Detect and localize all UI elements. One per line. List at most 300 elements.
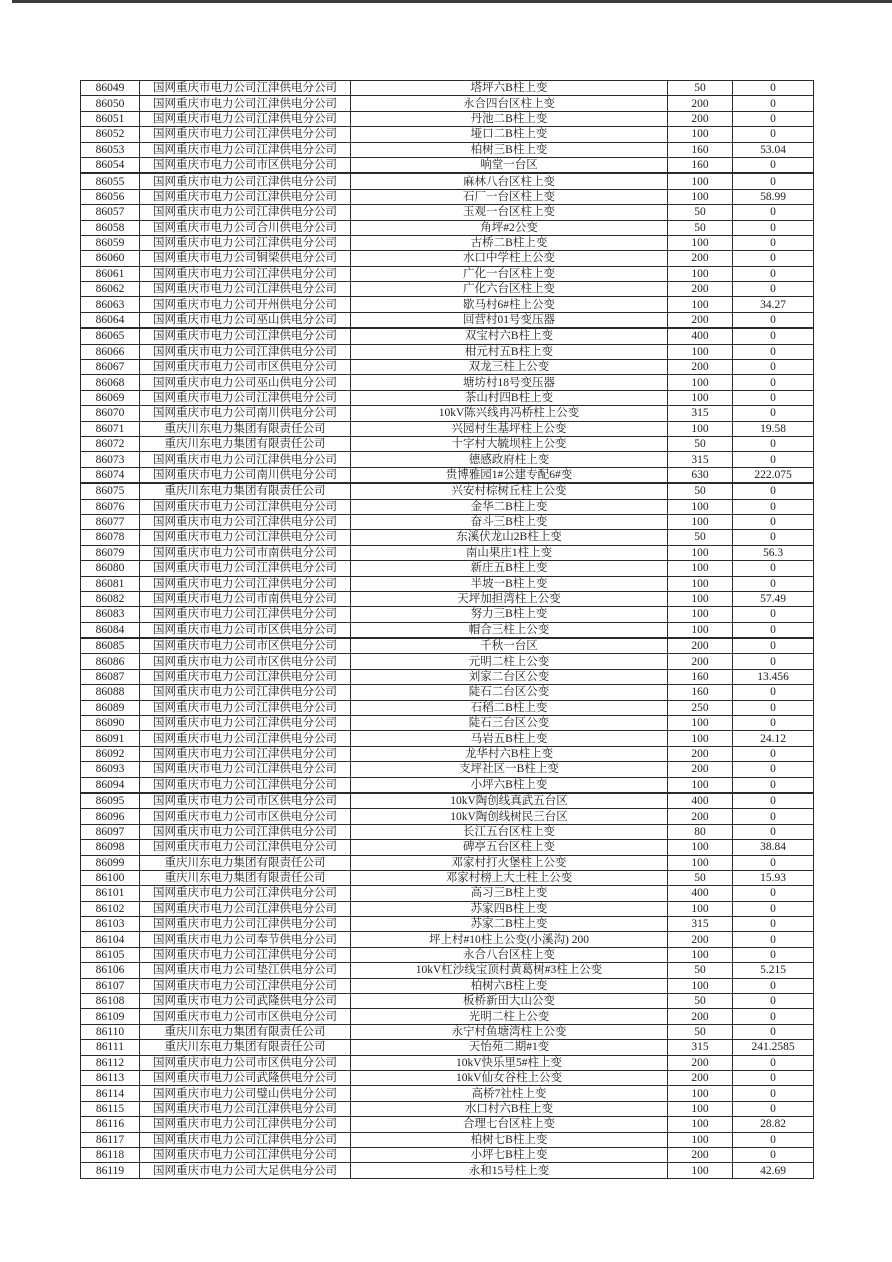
table-row: [81, 654, 814, 669]
capacity-cell: 200: [668, 251, 733, 266]
station-name-cell: 丹池二B柱上变: [351, 111, 668, 126]
station-name-cell: 马岩五B柱上变: [351, 731, 668, 746]
row-id-cell: 86091: [81, 731, 140, 746]
table-row: [81, 360, 814, 375]
row-id-cell: 86117: [81, 1132, 140, 1147]
company-cell: 国网重庆市电力公司市南供电分公司: [140, 591, 351, 606]
company-cell: 国网重庆市电力公司江津供电分公司: [140, 576, 351, 591]
row-id-cell: 86108: [81, 994, 140, 1009]
table-row: [81, 1147, 814, 1162]
capacity-cell: 100: [668, 1086, 733, 1101]
row-id-cell: 86113: [81, 1071, 140, 1086]
capacity-cell: 100: [668, 344, 733, 359]
row-id-cell: 86118: [81, 1147, 140, 1162]
company-cell: 国网重庆市电力公司江津供电分公司: [140, 716, 351, 731]
capacity-cell: 315: [668, 917, 733, 932]
capacity-cell: 315: [668, 406, 733, 421]
table-row: [81, 111, 814, 126]
value-cell: 0: [733, 654, 814, 669]
station-name-cell: 永合八台区柱上变: [351, 947, 668, 962]
station-name-cell: 元明二柱上公变: [351, 654, 668, 669]
capacity-cell: 200: [668, 746, 733, 761]
company-cell: 国网重庆市电力公司江津供电分公司: [140, 514, 351, 529]
row-id-cell: 86094: [81, 777, 140, 793]
station-name-cell: 小坪六B柱上变: [351, 777, 668, 793]
station-name-cell: 十字村大毓坝柱上公变: [351, 436, 668, 451]
table-row: [81, 870, 814, 885]
table-row: [81, 173, 814, 189]
station-name-cell: 德感政府柱上变: [351, 452, 668, 467]
row-id-cell: 86092: [81, 746, 140, 761]
company-cell: 国网重庆市电力公司江津供电分公司: [140, 499, 351, 514]
station-name-cell: 金华二B柱上变: [351, 499, 668, 514]
company-cell: 重庆川东电力集团有限责任公司: [140, 1024, 351, 1039]
value-cell: 241.2585: [733, 1040, 814, 1055]
table-row: [81, 467, 814, 483]
value-cell: 0: [733, 793, 814, 809]
value-cell: 0: [733, 483, 814, 499]
table-row: [81, 375, 814, 390]
company-cell: 国网重庆市电力公司江津供电分公司: [140, 824, 351, 839]
station-name-cell: 水口中学柱上公变: [351, 251, 668, 266]
station-name-cell: 光明二柱上公变: [351, 1009, 668, 1024]
station-name-cell: 苏家二B柱上变: [351, 917, 668, 932]
value-cell: 0: [733, 390, 814, 405]
table-row: [81, 220, 814, 235]
capacity-cell: 100: [668, 591, 733, 606]
company-cell: 国网重庆市电力公司市区供电分公司: [140, 1055, 351, 1070]
value-cell: 0: [733, 499, 814, 514]
station-name-cell: 南山果庄1柱上变: [351, 545, 668, 560]
capacity-cell: 100: [668, 901, 733, 916]
row-id-cell: 86070: [81, 406, 140, 421]
value-cell: 0: [733, 638, 814, 654]
value-cell: 15.93: [733, 870, 814, 885]
company-cell: 国网重庆市电力公司市区供电分公司: [140, 157, 351, 173]
capacity-cell: 100: [668, 173, 733, 189]
value-cell: 0: [733, 947, 814, 962]
capacity-cell: 400: [668, 793, 733, 809]
station-name-cell: 永合四台区柱上变: [351, 96, 668, 111]
company-cell: 国网重庆市电力公司合川供电分公司: [140, 220, 351, 235]
value-cell: 0: [733, 251, 814, 266]
value-cell: 0: [733, 530, 814, 545]
station-name-cell: 奋斗三B柱上变: [351, 514, 668, 529]
table-row: [81, 545, 814, 560]
value-cell: 0: [733, 96, 814, 111]
station-name-cell: 合理七台区柱上变: [351, 1117, 668, 1132]
company-cell: 国网重庆市电力公司大足供电分公司: [140, 1163, 351, 1178]
capacity-cell: 100: [668, 978, 733, 993]
row-id-cell: 86090: [81, 716, 140, 731]
station-name-cell: 天怡苑二期#1变: [351, 1040, 668, 1055]
value-cell: 0: [733, 360, 814, 375]
company-cell: 国网重庆市电力公司江津供电分公司: [140, 266, 351, 281]
station-name-cell: 石厂一台区柱上变: [351, 189, 668, 204]
table-row: [81, 638, 814, 654]
company-cell: 国网重庆市电力公司江津供电分公司: [140, 901, 351, 916]
table-row: [81, 561, 814, 576]
company-cell: 重庆川东电力集团有限责任公司: [140, 855, 351, 870]
company-cell: 国网重庆市电力公司市区供电分公司: [140, 809, 351, 824]
row-id-cell: 86052: [81, 127, 140, 142]
table-row: [81, 840, 814, 855]
row-id-cell: 86058: [81, 220, 140, 235]
company-cell: 国网重庆市电力公司江津供电分公司: [140, 235, 351, 250]
station-name-cell: 永和15号柱上变: [351, 1163, 668, 1178]
row-id-cell: 86111: [81, 1040, 140, 1055]
row-id-cell: 86061: [81, 266, 140, 281]
station-name-cell: 努力三B柱上变: [351, 607, 668, 622]
row-id-cell: 86056: [81, 189, 140, 204]
capacity-cell: 100: [668, 1163, 733, 1178]
table-row: [81, 963, 814, 978]
station-name-cell: 柏树三B柱上变: [351, 142, 668, 157]
table-row: [81, 390, 814, 405]
value-cell: 0: [733, 809, 814, 824]
value-cell: 0: [733, 406, 814, 421]
row-id-cell: 86066: [81, 344, 140, 359]
table-row: [81, 1132, 814, 1147]
station-name-cell: 高习三B柱上变: [351, 886, 668, 901]
value-cell: 0: [733, 901, 814, 916]
company-cell: 国网重庆市电力公司江津供电分公司: [140, 731, 351, 746]
station-name-cell: 双龙三柱上公变: [351, 360, 668, 375]
company-cell: 国网重庆市电力公司江津供电分公司: [140, 142, 351, 157]
company-cell: 国网重庆市电力公司江津供电分公司: [140, 700, 351, 715]
value-cell: 222.075: [733, 467, 814, 483]
station-name-cell: 邓家村榜上大土柱上公变: [351, 870, 668, 885]
station-name-cell: 支坪社区一B柱上变: [351, 762, 668, 777]
company-cell: 重庆川东电力集团有限责任公司: [140, 436, 351, 451]
station-name-cell: 陡石二台区公变: [351, 685, 668, 700]
capacity-cell: 100: [668, 561, 733, 576]
company-cell: 国网重庆市电力公司江津供电分公司: [140, 205, 351, 220]
company-cell: 重庆川东电力集团有限责任公司: [140, 1040, 351, 1055]
company-cell: 国网重庆市电力公司江津供电分公司: [140, 947, 351, 962]
company-cell: 国网重庆市电力公司武隆供电分公司: [140, 994, 351, 1009]
capacity-cell: 50: [668, 963, 733, 978]
row-id-cell: 86079: [81, 545, 140, 560]
station-name-cell: 麻林八台区柱上变: [351, 173, 668, 189]
row-id-cell: 86115: [81, 1101, 140, 1116]
table-row: [81, 901, 814, 916]
row-id-cell: 86099: [81, 855, 140, 870]
value-cell: 28.82: [733, 1117, 814, 1132]
capacity-cell: 100: [668, 266, 733, 281]
value-cell: 0: [733, 762, 814, 777]
row-id-cell: 86064: [81, 312, 140, 328]
station-name-cell: 高桥7社柱上变: [351, 1086, 668, 1101]
capacity-cell: 100: [668, 1101, 733, 1116]
station-name-cell: 板桥新田大山公变: [351, 994, 668, 1009]
capacity-cell: 100: [668, 297, 733, 312]
station-name-cell: 兴安村棕树丘柱上公变: [351, 483, 668, 499]
company-cell: 重庆川东电力集团有限责任公司: [140, 870, 351, 885]
capacity-cell: 100: [668, 576, 733, 591]
capacity-cell: 200: [668, 282, 733, 297]
table-row: [81, 591, 814, 606]
row-id-cell: 86074: [81, 467, 140, 483]
station-name-cell: 刘家二台区公变: [351, 669, 668, 684]
value-cell: 0: [733, 328, 814, 344]
table-row: [81, 777, 814, 793]
row-id-cell: 86116: [81, 1117, 140, 1132]
station-name-cell: 石稻二B柱上变: [351, 700, 668, 715]
table-row: [81, 235, 814, 250]
table-row: [81, 81, 814, 96]
capacity-cell: 100: [668, 545, 733, 560]
capacity-cell: 100: [668, 947, 733, 962]
value-cell: 0: [733, 917, 814, 932]
station-name-cell: 塘坊村18号变压器: [351, 375, 668, 390]
capacity-cell: 100: [668, 1117, 733, 1132]
table-row: [81, 1040, 814, 1055]
row-id-cell: 86102: [81, 901, 140, 916]
table-row: [81, 297, 814, 312]
row-id-cell: 86119: [81, 1163, 140, 1178]
company-cell: 国网重庆市电力公司市区供电分公司: [140, 654, 351, 669]
table-row: [81, 716, 814, 731]
company-cell: 国网重庆市电力公司江津供电分公司: [140, 607, 351, 622]
company-cell: 国网重庆市电力公司江津供电分公司: [140, 96, 351, 111]
station-name-cell: 东溪伏龙山2B柱上变: [351, 530, 668, 545]
value-cell: 19.58: [733, 421, 814, 436]
power-transformer-table: [80, 80, 814, 1179]
row-id-cell: 86097: [81, 824, 140, 839]
station-name-cell: 柑元村五B柱上变: [351, 344, 668, 359]
station-name-cell: 10kV快乐里5#柱上变: [351, 1055, 668, 1070]
capacity-cell: 400: [668, 886, 733, 901]
company-cell: 国网重庆市电力公司江津供电分公司: [140, 81, 351, 96]
table-row: [81, 452, 814, 467]
value-cell: 58.99: [733, 189, 814, 204]
company-cell: 国网重庆市电力公司江津供电分公司: [140, 561, 351, 576]
value-cell: 0: [733, 1132, 814, 1147]
company-cell: 国网重庆市电力公司江津供电分公司: [140, 1117, 351, 1132]
station-name-cell: 帽合三柱上公变: [351, 622, 668, 638]
table-row: [81, 483, 814, 499]
row-id-cell: 86054: [81, 157, 140, 173]
row-id-cell: 86053: [81, 142, 140, 157]
row-id-cell: 86077: [81, 514, 140, 529]
station-name-cell: 广化一台区柱上变: [351, 266, 668, 281]
table-row: [81, 251, 814, 266]
table-row: [81, 886, 814, 901]
table-row: [81, 282, 814, 297]
value-cell: 0: [733, 978, 814, 993]
capacity-cell: 160: [668, 685, 733, 700]
station-name-cell: 回营村01号变压器: [351, 312, 668, 328]
row-id-cell: 86088: [81, 685, 140, 700]
value-cell: 0: [733, 746, 814, 761]
station-name-cell: 苏家四B柱上变: [351, 901, 668, 916]
value-cell: 0: [733, 700, 814, 715]
company-cell: 国网重庆市电力公司南川供电分公司: [140, 406, 351, 421]
station-name-cell: 塔坪六B柱上变: [351, 81, 668, 96]
capacity-cell: 400: [668, 328, 733, 344]
table-row: [81, 205, 814, 220]
value-cell: 57.49: [733, 591, 814, 606]
station-name-cell: 角坪#2公变: [351, 220, 668, 235]
capacity-cell: 50: [668, 483, 733, 499]
company-cell: 国网重庆市电力公司江津供电分公司: [140, 685, 351, 700]
table-row: [81, 607, 814, 622]
row-id-cell: 86057: [81, 205, 140, 220]
row-id-cell: 86059: [81, 235, 140, 250]
table-row: [81, 157, 814, 173]
capacity-cell: 160: [668, 142, 733, 157]
table-row: [81, 978, 814, 993]
row-id-cell: 86107: [81, 978, 140, 993]
row-id-cell: 86083: [81, 607, 140, 622]
row-id-cell: 86093: [81, 762, 140, 777]
company-cell: 国网重庆市电力公司铜梁供电分公司: [140, 251, 351, 266]
capacity-cell: 200: [668, 809, 733, 824]
company-cell: 国网重庆市电力公司市区供电分公司: [140, 1009, 351, 1024]
value-cell: 0: [733, 514, 814, 529]
value-cell: 0: [733, 1055, 814, 1070]
value-cell: 0: [733, 1009, 814, 1024]
row-id-cell: 86084: [81, 622, 140, 638]
value-cell: 0: [733, 1086, 814, 1101]
value-cell: 0: [733, 622, 814, 638]
station-name-cell: 响堂一台区: [351, 157, 668, 173]
value-cell: 0: [733, 344, 814, 359]
capacity-cell: 50: [668, 994, 733, 1009]
value-cell: 53.04: [733, 142, 814, 157]
capacity-cell: 200: [668, 111, 733, 126]
value-cell: 0: [733, 576, 814, 591]
table-row: [81, 266, 814, 281]
company-cell: 国网重庆市电力公司江津供电分公司: [140, 127, 351, 142]
value-cell: 56.3: [733, 545, 814, 560]
row-id-cell: 86086: [81, 654, 140, 669]
capacity-cell: 80: [668, 824, 733, 839]
value-cell: 0: [733, 235, 814, 250]
capacity-cell: 50: [668, 436, 733, 451]
station-name-cell: 新庄五B柱上变: [351, 561, 668, 576]
table-row: [81, 685, 814, 700]
row-id-cell: 86063: [81, 297, 140, 312]
station-name-cell: 10kV陈兴线冉冯桥柱上公变: [351, 406, 668, 421]
value-cell: 24.12: [733, 731, 814, 746]
capacity-cell: 100: [668, 421, 733, 436]
value-cell: 0: [733, 375, 814, 390]
value-cell: 0: [733, 157, 814, 173]
capacity-cell: 100: [668, 622, 733, 638]
capacity-cell: 630: [668, 467, 733, 483]
table-row: [81, 855, 814, 870]
capacity-cell: 200: [668, 654, 733, 669]
value-cell: 5.215: [733, 963, 814, 978]
capacity-cell: 200: [668, 1055, 733, 1070]
row-id-cell: 86050: [81, 96, 140, 111]
station-name-cell: 永宁村鱼塘湾柱上公变: [351, 1024, 668, 1039]
value-cell: 0: [733, 436, 814, 451]
table-row: [81, 576, 814, 591]
station-name-cell: 千秋一台区: [351, 638, 668, 654]
scan-top-edge-artifact: [12, 0, 892, 3]
row-id-cell: 86105: [81, 947, 140, 962]
table-row: [81, 1101, 814, 1116]
value-cell: 0: [733, 452, 814, 467]
value-cell: 0: [733, 855, 814, 870]
table-row: [81, 514, 814, 529]
station-name-cell: 垭口二B柱上变: [351, 127, 668, 142]
company-cell: 国网重庆市电力公司江津供电分公司: [140, 111, 351, 126]
table-row: [81, 731, 814, 746]
station-name-cell: 歇马村6#柱上公变: [351, 297, 668, 312]
value-cell: 34.27: [733, 297, 814, 312]
row-id-cell: 86051: [81, 111, 140, 126]
company-cell: 国网重庆市电力公司江津供电分公司: [140, 762, 351, 777]
company-cell: 国网重庆市电力公司开州供电分公司: [140, 297, 351, 312]
company-cell: 国网重庆市电力公司江津供电分公司: [140, 189, 351, 204]
table-row: [81, 932, 814, 947]
row-id-cell: 86071: [81, 421, 140, 436]
table-row: [81, 994, 814, 1009]
row-id-cell: 86068: [81, 375, 140, 390]
capacity-cell: 200: [668, 932, 733, 947]
company-cell: 国网重庆市电力公司江津供电分公司: [140, 282, 351, 297]
capacity-cell: 50: [668, 870, 733, 885]
row-id-cell: 86055: [81, 173, 140, 189]
table-row: [81, 1086, 814, 1101]
company-cell: 国网重庆市电力公司江津供电分公司: [140, 978, 351, 993]
row-id-cell: 86112: [81, 1055, 140, 1070]
table-row: [81, 1071, 814, 1086]
company-cell: 重庆川东电力集团有限责任公司: [140, 421, 351, 436]
capacity-cell: 200: [668, 1009, 733, 1024]
table-row: [81, 824, 814, 839]
station-name-cell: 坪上村#10柱上公变(小溪沟) 200: [351, 932, 668, 947]
table-row: [81, 700, 814, 715]
value-cell: 0: [733, 173, 814, 189]
row-id-cell: 86049: [81, 81, 140, 96]
station-name-cell: 陡石三台区公变: [351, 716, 668, 731]
capacity-cell: 100: [668, 716, 733, 731]
row-id-cell: 86072: [81, 436, 140, 451]
row-id-cell: 86085: [81, 638, 140, 654]
value-cell: 0: [733, 1071, 814, 1086]
capacity-cell: 200: [668, 1071, 733, 1086]
company-cell: 国网重庆市电力公司南川供电分公司: [140, 467, 351, 483]
capacity-cell: 100: [668, 607, 733, 622]
row-id-cell: 86106: [81, 963, 140, 978]
value-cell: 0: [733, 312, 814, 328]
company-cell: 国网重庆市电力公司市区供电分公司: [140, 638, 351, 654]
table-row: [81, 421, 814, 436]
company-cell: 国网重庆市电力公司巫山供电分公司: [140, 312, 351, 328]
station-name-cell: 半坡一B柱上变: [351, 576, 668, 591]
table-row: [81, 312, 814, 328]
company-cell: 国网重庆市电力公司市区供电分公司: [140, 360, 351, 375]
capacity-cell: 50: [668, 1024, 733, 1039]
company-cell: 国网重庆市电力公司江津供电分公司: [140, 917, 351, 932]
value-cell: 0: [733, 607, 814, 622]
capacity-cell: 200: [668, 1147, 733, 1162]
row-id-cell: 86098: [81, 840, 140, 855]
table-row: [81, 436, 814, 451]
company-cell: 国网重庆市电力公司江津供电分公司: [140, 530, 351, 545]
row-id-cell: 86110: [81, 1024, 140, 1039]
company-cell: 国网重庆市电力公司巫山供电分公司: [140, 375, 351, 390]
value-cell: 0: [733, 205, 814, 220]
table-row: [81, 328, 814, 344]
capacity-cell: 100: [668, 235, 733, 250]
value-cell: 0: [733, 1101, 814, 1116]
